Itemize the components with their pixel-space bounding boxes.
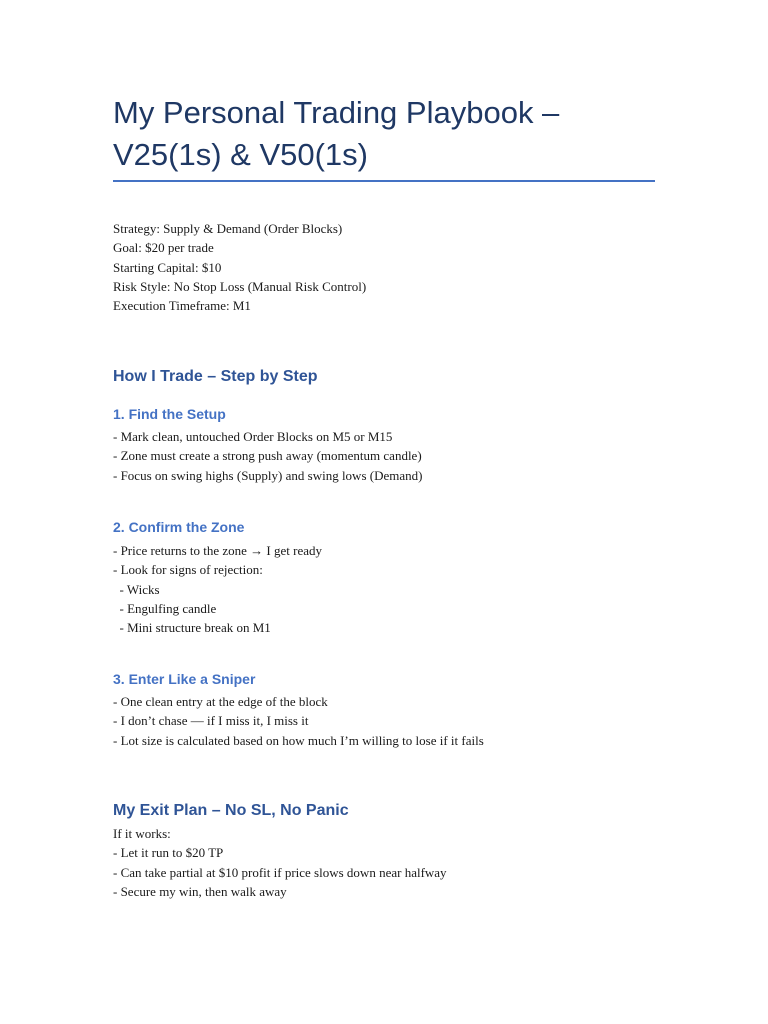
list-item: - Let it run to $20 TP <box>113 845 224 861</box>
goal-line: Goal: $20 per trade <box>113 240 214 256</box>
list-item: - Focus on swing highs (Supply) and swing lows (Demand) <box>113 467 423 483</box>
list-item: - Wicks <box>113 581 160 597</box>
risk-style-line: Risk Style: No Stop Loss (Manual Risk Control) <box>113 278 367 294</box>
step-heading-confirm-zone: 2. Confirm the Zone <box>113 519 245 535</box>
section-heading-how-i-trade: How I Trade – Step by Step <box>113 368 318 385</box>
section-heading-exit-plan: My Exit Plan – No SL, No Panic <box>113 802 349 819</box>
step-list-find-setup <box>113 427 673 485</box>
step-heading-find-setup: 1. Find the Setup <box>113 406 226 422</box>
list-item: - Zone must create a strong push away (momentum candle) <box>113 448 422 464</box>
list-item: - Mark clean, untouched Order Blocks on M5 or M15 <box>113 429 393 444</box>
step-list-enter-sniper <box>113 692 673 750</box>
list-item: - Look for signs of rejection: <box>113 562 263 578</box>
list-item: - Lot size is calculated based on how much I’m willing to lose if it fails <box>113 732 484 748</box>
list-item: - Secure my win, then walk away <box>113 883 287 899</box>
strategy-line: Strategy: Supply & Demand (Order Blocks) <box>113 221 343 236</box>
list-item: - Mini structure break on M1 <box>113 620 271 636</box>
page-title: My Personal Trading Playbook – V25(1s) & V50(1s) <box>113 95 560 172</box>
strategy-summary <box>113 219 673 315</box>
list-item: - Can take partial at $10 profit if price slows down near halfway <box>113 864 447 880</box>
list-item: If it works: <box>113 826 171 841</box>
title-divider <box>113 180 655 182</box>
step-heading-enter-sniper: 3. Enter Like a Sniper <box>113 671 256 687</box>
starting-capital-line: Starting Capital: $10 <box>113 259 222 275</box>
list-item: - I don’t chase — if I miss it, I miss it <box>113 713 309 729</box>
list-item: - Engulfing candle <box>113 600 217 616</box>
list-item: - One clean entry at the edge of the block <box>113 694 328 709</box>
exit-plan-list <box>113 824 673 901</box>
list-item: - Price returns to the zone → I get ready <box>113 543 323 558</box>
step-list-confirm-zone <box>113 541 673 637</box>
execution-timeframe-line: Execution Timeframe: M1 <box>113 298 251 314</box>
